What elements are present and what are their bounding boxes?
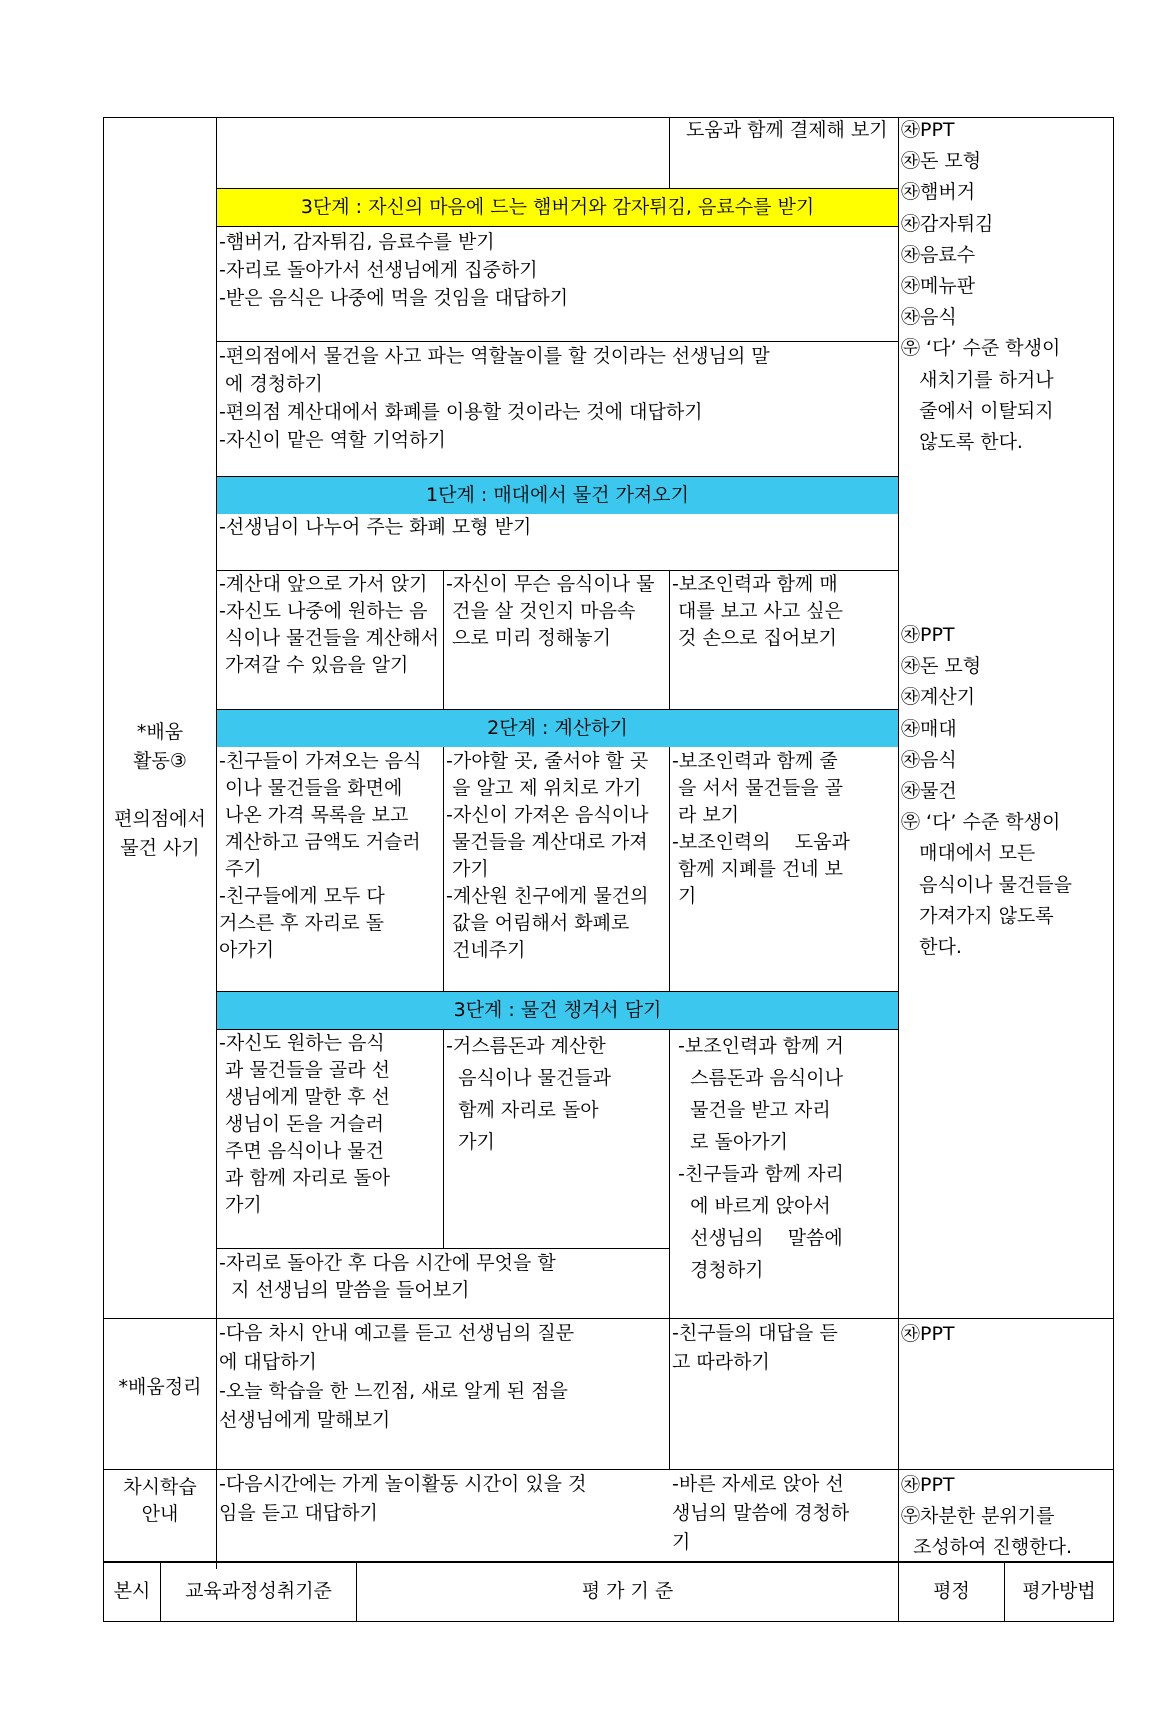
stage2-title: 2단계 : 계산하기 [217, 710, 898, 747]
stage2-col2: -가야할 곳, 줄서야 할 곳 을 알고 제 위치로 가기 -자신이 가져온 음식이나 물건들을 계산대로 가져 가기 -계산원 친구에게 물건의 값을 어림해서 화폐로 건네주기 [446, 750, 649, 961]
wrapup-label: *배움정리 [118, 1376, 202, 1398]
divider [216, 226, 898, 227]
stage1-title: 1단계 : 매대에서 물건 가져오기 [217, 477, 898, 514]
next-main: -다음시간에는 가게 놀이활동 시간이 있을 것 임을 듣고 대답하기 [219, 1473, 587, 1524]
stage3-col2: -거스름돈과 계산한 음식이나 물건들과 함께 자리로 돌아 가기 [446, 1035, 611, 1153]
divider [669, 1029, 670, 1469]
resources-top: ㉶PPT ㉶돈 모형 ㉶햄버거 ㉶감자튀김 ㉶음료수 ㉶메뉴판 ㉶음식 ㉾ ‘다’ 수준 학생이 새치기를 하거나 줄에서 이탈되지 않도록 한다. [901, 119, 1061, 454]
stage3-col1: -자신도 원하는 음식 과 물건들을 골라 선 생님에게 말한 후 선 생님이 돈을 거슬러 주면 음식이나 물건 과 함께 자리로 돌아 가기 [219, 1032, 390, 1216]
next-support: -바른 자세로 앉아 선 생님의 말씀에 경청하 기 [672, 1473, 850, 1553]
resource-column-divider [898, 117, 899, 1569]
eval-row-bottom [104, 1621, 1114, 1622]
stage3-burger-text: -햄버거, 감자튀김, 음료수를 받기 -자리로 돌아가서 선생님에게 집중하기 -받은 음식은 나중에 먹을 것임을 대답하기 [219, 231, 569, 309]
next-lesson-label: 차시학습 안내 [123, 1476, 197, 1525]
eval-header-criteria: 평 가 기 준 [581, 1580, 674, 1602]
eval-header-rating: 평정 [933, 1580, 970, 1602]
stage3-closing: -자리로 돌아간 후 다음 시간에 무엇을 할 지 선생님의 말씀을 들어보기 [219, 1252, 556, 1301]
stage3-burger-title: 3단계 : 자신의 마음에 드는 햄버거와 감자튀김, 음료수를 받기 [217, 189, 898, 226]
divider [443, 1029, 444, 1248]
stage1-intro: -선생님이 나누어 주는 화폐 모형 받기 [219, 516, 532, 538]
wrapup-main: -다음 차시 안내 예고를 듣고 선생님의 질문 에 대답하기 -오늘 학습을 한 느낀점, 새로 알게 된 점을 선생님에게 말해보기 [219, 1322, 575, 1431]
stage3-title: 3단계 : 물건 챙겨서 담기 [217, 992, 898, 1029]
table-right-border [1113, 117, 1114, 1571]
eval-header-standard: 교육과정성취기준 [185, 1580, 332, 1602]
divider [443, 746, 444, 991]
stage3-col3: -보조인력과 함께 거 스름돈과 음식이나 물건을 받고 자리 로 돌아가기 -친구들과 함께 자리 에 바르게 앉아서 선생님의 말씀에 경청하기 [678, 1035, 844, 1281]
teacher-aid-text: 도움과 함께 결제해 보기 [686, 119, 888, 141]
wrapup-resources: ㉶PPT [901, 1323, 955, 1345]
divider [669, 746, 670, 991]
stage1-col1: -계산대 앞으로 가서 앉기 -자신도 나중에 원하는 음 식이나 물건들을 계산해서 가져갈 수 있음을 알기 [219, 573, 440, 676]
activity3-label: *배움 활동③ 편의점에서 물건 사기 [114, 721, 206, 859]
divider [669, 570, 670, 709]
stage1-col3: -보조인력과 함께 매 대를 보고 사고 싶은 것 손으로 집어보기 [672, 573, 843, 649]
eval-header-session: 본시 [113, 1580, 151, 1602]
eval-header-method: 평가방법 [1022, 1580, 1096, 1602]
eval-col-divider [1113, 1562, 1114, 1622]
stage2-col3: -보조인력과 함께 줄 을 서서 물건들을 골 라 보기 -보조인력의 도움과 함께 지폐를 건네 보 기 [672, 750, 850, 907]
label-column-divider [216, 117, 217, 1569]
next-resources: ㉶PPT ㉾차분한 분위기를 조성하여 진행한다. [901, 1474, 1073, 1559]
stage1-col2: -자신이 무슨 음식이나 물 건을 살 것인지 마음속 으로 미리 정해놓기 [446, 573, 655, 649]
wrapup-support: -친구들의 대답을 듣 고 따라하기 [672, 1322, 838, 1373]
roleplay-intro-text: -편의점에서 물건을 사고 파는 역할놀이를 할 것이라는 선생님의 말 에 경청하기 -편의점 계산대에서 화폐를 이용할 것이라는 것에 대답하기 -자신이 맡은 역할 기억하기 [219, 345, 770, 451]
resources-mid: ㉶PPT ㉶돈 모형 ㉶계산기 ㉶매대 ㉶음식 ㉶물건 ㉾ ‘다’ 수준 학생이 매대에서 모든 음식이나 물건들을 가져가지 않도록 한다. [901, 624, 1072, 959]
stage2-col1: -친구들이 가져오는 음식 이나 물건들을 화면에 나온 가격 목록을 보고 계산하고 금액도 거슬러 주기 -친구들에게 모두 다 거스른 후 자리로 돌 아가기 [219, 750, 422, 961]
divider [216, 1248, 669, 1249]
divider [669, 117, 670, 188]
divider [443, 570, 444, 709]
